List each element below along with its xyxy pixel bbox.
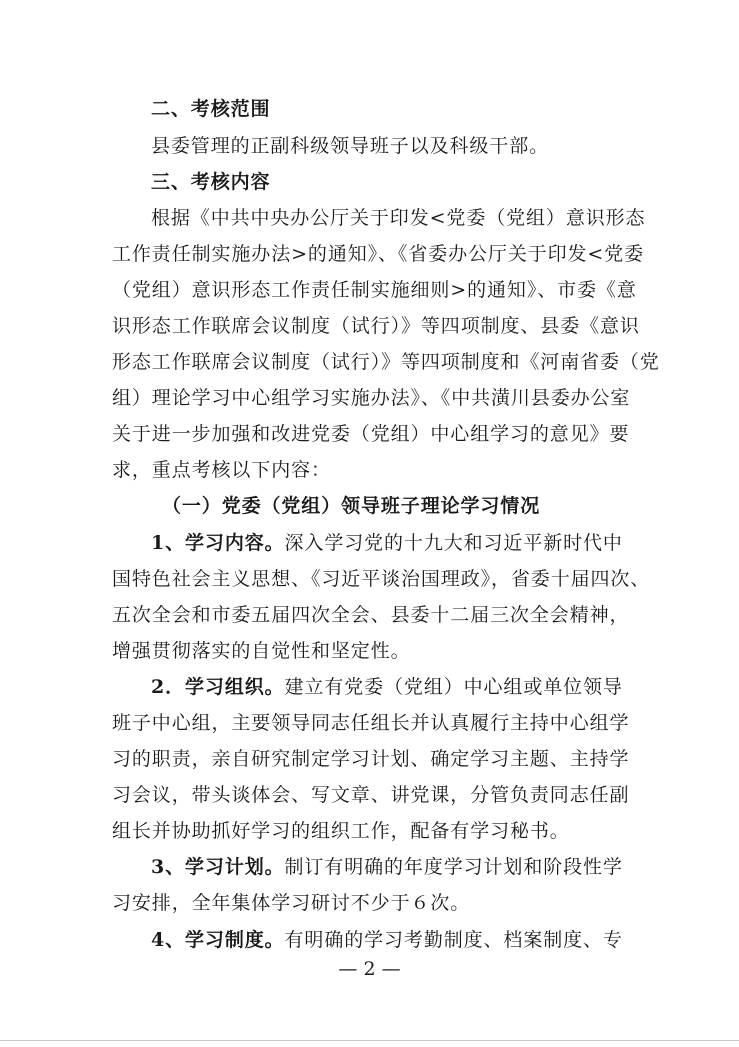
item-label: 3、学习计划。: [151, 856, 285, 878]
paragraph-line: 组）理论学习中心组学习实施办法》、《中共潢川县委办公室: [112, 387, 631, 409]
paragraph-line: 习会议，带头谈体会、写文章、讲党课，分管负责同志任副: [112, 784, 630, 806]
paragraph-line: 求，重点考核以下内容：: [112, 459, 331, 481]
section-heading-scope: 二、考核范围: [151, 98, 271, 120]
item-text: 有明确的学习考勤制度、档案制度、专: [284, 929, 623, 951]
paragraph-line: 组长并协助抓好学习的组织工作，配备有学习秘书。: [112, 820, 570, 842]
item-text: 深入学习党的十九大和习近平新时代中: [284, 532, 623, 554]
page-number: — 2 —: [338, 958, 401, 980]
item-label: 2．学习组织。: [151, 676, 285, 698]
item-label: 4、学习制度。: [151, 929, 285, 951]
item-text: 建立有党委（党组）中心组或单位领导: [284, 676, 623, 698]
section-heading-content: 三、考核内容: [151, 171, 271, 193]
list-item: [151, 928, 634, 952]
list-item: [151, 531, 634, 555]
paragraph-line: （党组）意识形态工作责任制实施细则>的通知》、市委《意: [112, 279, 637, 301]
paragraph-line: 根据《中共中央办公厅关于印发<党委（党组）意识形态: [151, 207, 646, 229]
paragraph-scope: 县委管理的正副科级领导班子以及科级干部。: [151, 135, 550, 157]
list-item: [151, 675, 634, 699]
list-item: [151, 855, 634, 879]
item-label: 1、学习内容。: [151, 532, 285, 554]
page-bottom-rule: [0, 1040, 739, 1041]
paragraph-line: 增强贯彻落实的自觉性和坚定性。: [112, 640, 411, 662]
paragraph-line: 习安排，全年集体学习研讨不少于６次。: [112, 892, 471, 914]
paragraph-line: 工作责任制实施办法>的通知》、《省委办公厅关于印发<党委: [112, 243, 645, 265]
paragraph-line: 国特色社会主义思想、《习近平谈治国理政》，省委十届四次、: [112, 568, 651, 590]
paragraph-line: 五次全会和市委五届四次全会、县委十二届三次全会精神，: [112, 604, 630, 626]
paragraph-line: 班子中心组，主要领导同志任组长并认真履行主持中心组学: [112, 712, 630, 734]
item-text: 制订有明确的年度学习计划和阶段性学: [284, 856, 623, 878]
paragraph-line: 形态工作联席会议制度（试行）》等四项制度和《河南省委（党: [112, 351, 660, 373]
paragraph-line: 识形态工作联席会议制度（试行）》等四项制度、县委《意识: [112, 315, 640, 337]
subsection-heading: （一）党委（党组）领导班子理论学习情况: [162, 495, 541, 517]
paragraph-line: 关于进一步加强和改进党委（党组）中心组学习的意见》要: [112, 423, 630, 445]
paragraph-line: 习的职责，亲自研究制定学习计划、确定学习主题、主持学: [112, 748, 630, 770]
